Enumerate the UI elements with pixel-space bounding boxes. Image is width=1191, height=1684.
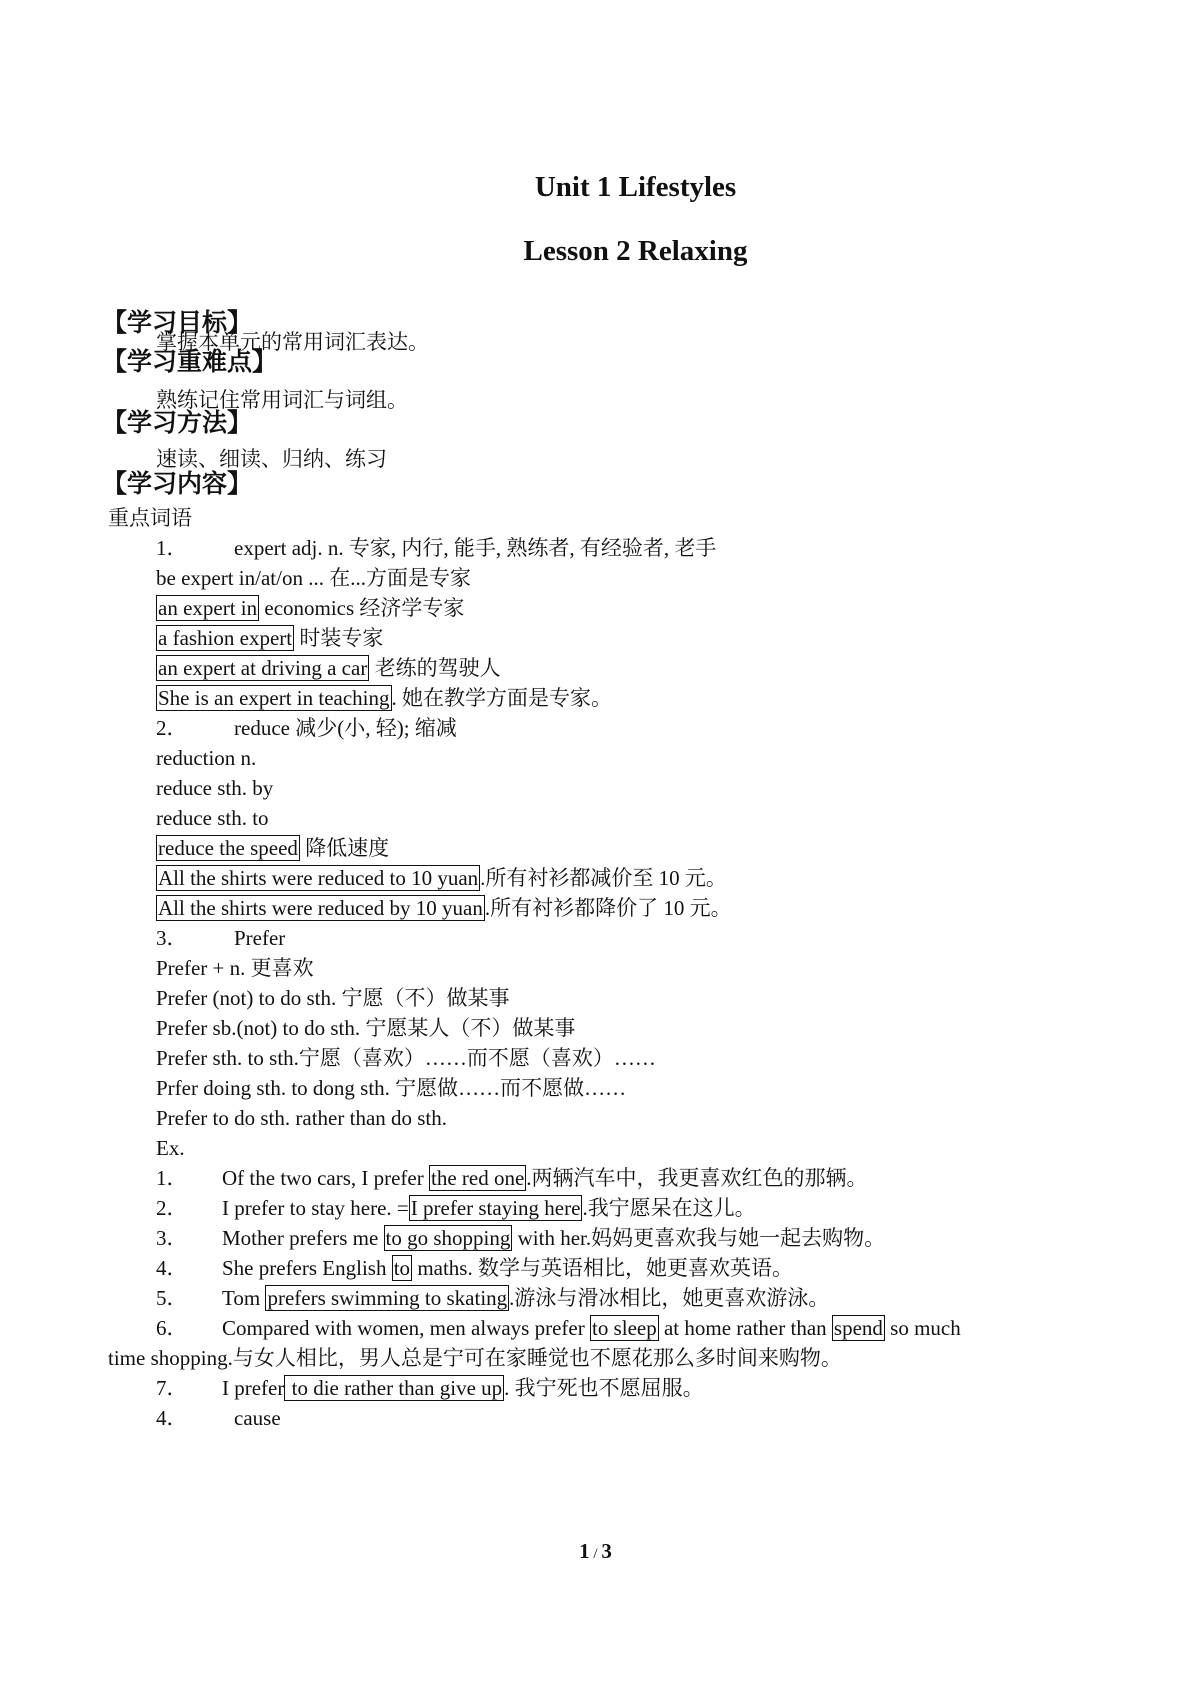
boxed-phrase: spend bbox=[833, 1316, 883, 1340]
item3-line4: Prefer sth. to sth.宁愿（喜欢）……而不愿（喜欢）…… bbox=[156, 1046, 656, 1070]
boxed-phrase: to sleep bbox=[591, 1316, 657, 1340]
boxed-phrase: to go shopping bbox=[385, 1226, 511, 1250]
item1-head: 1． expert adj. n. 专家, 内行, 能手, 熟练者, 有经验者, 老手 bbox=[156, 536, 717, 560]
boxed-phrase: an expert at driving a car bbox=[158, 656, 368, 680]
item3-head: 3． Prefer bbox=[156, 926, 286, 950]
item2-head: 2． reduce 减少(小, 轻); 缩减 bbox=[156, 716, 457, 740]
item3-line3: Prefer sb.(not) to do sth. 宁愿某人（不）做某事 bbox=[156, 1016, 576, 1040]
document-title: Unit 1 Lifestyles bbox=[534, 171, 737, 203]
item3-line6: Prefer to do sth. rather than do sth. bbox=[156, 1106, 448, 1130]
item1-line1: be expert in/at/on ... 在...方面是专家 bbox=[156, 566, 471, 590]
example-5: 5． Tom prefers swimming to skating.游泳与滑冰相比，她更喜欢游泳。 bbox=[156, 1286, 830, 1310]
example-7: 7． I prefer to die rather than give up. 我宁死也不愿屈服。 bbox=[156, 1376, 704, 1400]
boxed-phrase: All the shirts were reduced by 10 yuan bbox=[158, 896, 483, 920]
boxed-phrase: She is an expert in teaching bbox=[158, 686, 390, 710]
lesson-title: Lesson 2 Relaxing bbox=[523, 235, 748, 267]
item2-line1: reduction n. bbox=[156, 746, 257, 770]
method-text: 速读、细读、归纳、练习 bbox=[156, 447, 387, 471]
heading-method: 【学习方法】 bbox=[102, 408, 253, 437]
example-6-continued: time shopping.与女人相比，男人总是宁可在家睡觉也不愿花那么多时间来购物。 bbox=[108, 1346, 842, 1370]
boxed-phrase: to die rather than give up bbox=[286, 1376, 503, 1400]
heading-goal: 【学习目标】 bbox=[102, 308, 253, 337]
item2-line2: reduce sth. by bbox=[156, 776, 274, 800]
key-points-text: 熟练记住常用词汇与词组。 bbox=[156, 388, 408, 412]
examples-label: Ex. bbox=[156, 1136, 185, 1160]
boxed-phrase: the red one bbox=[431, 1166, 525, 1190]
item1-line3: a fashion expert 时装专家 bbox=[158, 626, 384, 650]
heading-key-points: 【学习重难点】 bbox=[102, 347, 278, 376]
example-2: 2． I prefer to stay here. =I prefer staying here.我宁愿呆在这儿。 bbox=[156, 1196, 756, 1220]
boxed-phrase: a fashion expert bbox=[158, 626, 293, 650]
item2-line4: reduce the speed 降低速度 bbox=[158, 836, 390, 860]
item2-line6: All the shirts were reduced by 10 yuan.所有衬衫都降价了 10 元。 bbox=[158, 896, 732, 920]
item2-line3: reduce sth. to bbox=[156, 806, 269, 830]
heading-content: 【学习内容】 bbox=[102, 469, 253, 498]
vocab-label: 重点词语 bbox=[108, 506, 192, 530]
item4-head: 4． cause bbox=[156, 1406, 281, 1430]
page-number: 1 / 3 bbox=[579, 1539, 612, 1563]
item2-line5: All the shirts were reduced to 10 yuan.所有衬衫都减价至 10 元。 bbox=[158, 866, 727, 890]
boxed-phrase: reduce the speed bbox=[158, 836, 298, 860]
item1-line2: an expert in economics 经济学专家 bbox=[158, 596, 465, 620]
goal-text: 掌握本单元的常用词汇表达。 bbox=[156, 330, 429, 354]
example-1: 1． Of the two cars, I prefer the red one.两辆汽车中，我更喜欢红色的那辆。 bbox=[156, 1166, 868, 1190]
boxed-phrase: an expert in bbox=[158, 596, 258, 620]
boxed-phrase: All the shirts were reduced to 10 yuan bbox=[158, 866, 479, 890]
example-6: 6． Compared with women, men always prefer to sleep at home rather than spend so much bbox=[156, 1316, 961, 1340]
item3-line2: Prefer (not) to do sth. 宁愿（不）做某事 bbox=[156, 986, 510, 1010]
boxed-phrase: I prefer staying here bbox=[410, 1196, 581, 1220]
item3-line5: Prfer doing sth. to dong sth. 宁愿做……而不愿做…… bbox=[156, 1076, 627, 1100]
example-3: 3． Mother prefers me to go shopping with her.妈妈更喜欢我与她一起去购物。 bbox=[156, 1226, 886, 1250]
item1-line4: an expert at driving a car 老练的驾驶人 bbox=[158, 656, 501, 680]
item1-line5: She is an expert in teaching. 她在教学方面是专家。 bbox=[158, 686, 613, 710]
item3-line1: Prefer + n. 更喜欢 bbox=[156, 956, 314, 980]
boxed-phrase: prefers swimming to skating bbox=[267, 1286, 508, 1310]
example-4: 4． She prefers English to maths. 数学与英语相比，她更喜欢英语。 bbox=[156, 1256, 793, 1280]
boxed-phrase: to bbox=[393, 1256, 411, 1280]
